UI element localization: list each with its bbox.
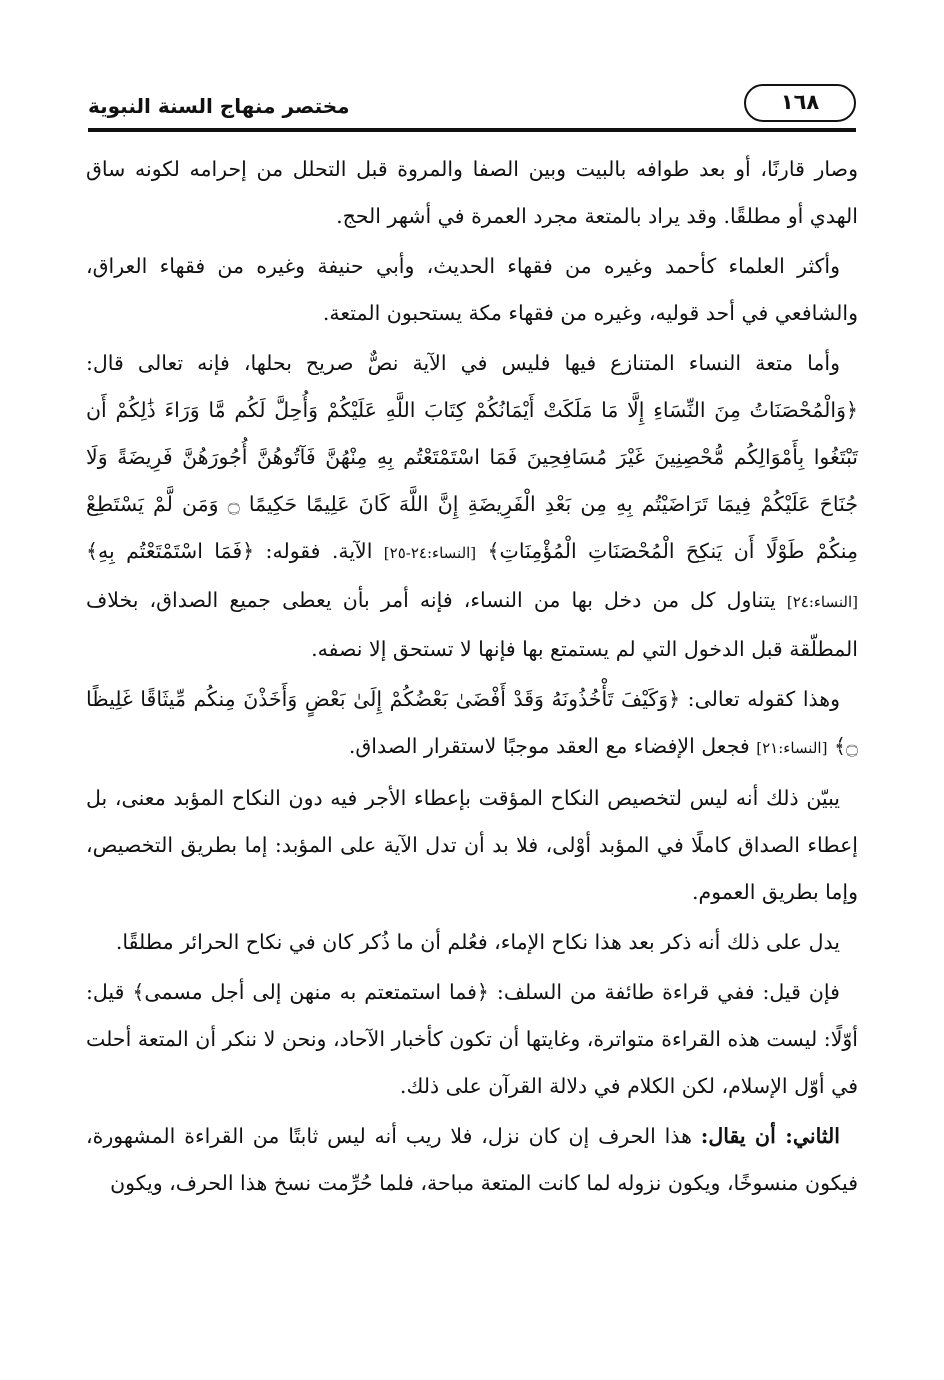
paragraph-8 (86, 1113, 858, 1207)
paragraph-3-intro: وأما متعة النساء المتنازع فيها فليس في الآية نصٌّ صريح بحلها، فإنه تعالى قال: (86, 351, 840, 375)
paragraph-4-rest: فجعل الإفضاء مع العقد موجبًا لاستقرار الصداق. (348, 734, 750, 758)
paragraph-8-rest: هذا الحرف إن كان نزل، فلا ريب أنه ليس ثابتًا من القراءة المشهورة، فيكون منسوخًا، ويكون نزوله لما كانت المتعة مباحة، فلما حُرِّمت نسخ هذا الحرف، ويكون (86, 1124, 858, 1195)
paragraph-8-lead: الثاني: أن يقال: (700, 1124, 840, 1148)
paragraph-4-intro: وهذا كقوله تعالى: (687, 687, 840, 711)
paragraph-3-rest: يتناول كل من دخل بها من النساء، فإنه أمر بأن يعطى جميع الصداق، بخلاف المطلّقة قبل الدخول التي لم يستمتع بها فإنها لا تستحق إلا نصفه. (86, 588, 858, 661)
qiraa-quote: ﴿فما استمتعتم به منهن إلى أجل مسمى﴾ (132, 980, 489, 1004)
paragraph-7 (86, 969, 858, 1110)
paragraph-7-intro: فإن قيل: ففي قراءة طائفة من السلف: (496, 980, 840, 1004)
paragraph-1: وصار قارنًا، أو بعد طوافه بالبيت وبين الصفا والمروة قبل التحلل من إحرامه لكونه ساق الهدي أو مطلقًا. وقد يراد بالمتعة مجرد العمرة في أشهر الحج. (86, 157, 858, 228)
page-number: ١٦٨ (744, 84, 856, 122)
page-body (86, 146, 858, 1210)
quran-verse-nisa-21: ﴿وَكَيْفَ تَأْخُذُونَهُ وَقَدْ أَفْضَىٰ بَعْضُكُمْ إِلَىٰ بَعْضٍ وَأَخَذْنَ مِنكُم مِّيثَاقًا غَلِيظًا ۝﴾ (86, 687, 858, 758)
quran-verse-nisa-24-25: ﴿وَالْمُحْصَنَاتُ مِنَ النِّسَاءِ إِلَّا مَا مَلَكَتْ أَيْمَانُكُمْ كِتَابَ اللَّهِ عَلَيْكُمْ وَأُحِلَّ لَكُم مَّا وَرَاءَ ذَٰلِكُمْ أَن تَبْتَغُوا بِأَمْوَالِكُم مُّحْصِنِينَ غَيْرَ مُسَافِحِينَ فَمَا اسْتَمْتَعْتُم بِهِ مِنْهُنَّ فَآتُوهُنَّ أُجُورَهُنَّ فَرِيضَةً وَلَا جُنَاحَ عَلَيْكُمْ فِيمَا تَرَاضَيْتُم بِهِ مِن بَعْدِ الْفَرِيضَةِ إِنَّ اللَّهَ كَانَ عَلِيمًا حَكِيمًا ۝ وَمَن لَّمْ يَسْتَطِعْ مِنكُمْ طَوْلًا أَن يَنكِحَ الْمُحْصَنَاتِ الْمُؤْمِنَاتِ﴾ (86, 398, 858, 563)
running-title: مختصر منهاج السنة النبوية (88, 94, 350, 118)
paragraph-3-mid: الآية. فقوله: (265, 539, 373, 563)
verse-reference-2: [النساء:٢٤] (786, 593, 858, 611)
verse-reference: [النساء:٢٤-٢٥] (383, 544, 477, 562)
verse-reference-3: [النساء:٢١] (756, 739, 828, 757)
paragraph-2: وأكثر العلماء كأحمد وغيره من فقهاء الحديث، وأبي حنيفة وغيره من فقهاء العراق، والشافعي في أحد قوليه، وغيره من فقهاء مكة يستحبون المتعة. (86, 254, 858, 325)
header-rule (88, 128, 856, 132)
paragraph-5: يبيّن ذلك أنه ليس لتخصيص النكاح المؤقت بإعطاء الأجر فيه دون النكاح المؤبد معنى، بل إعطاء الصداق كاملًا في المؤبد أوْلى، فلا بد أن تدل الآية على المؤبد: إما بطريق التخصيص، وإما بطريق العموم. (86, 786, 858, 904)
paragraph-6: يدل على ذلك أنه ذكر بعد هذا نكاح الإماء، فعُلم أن ما ذُكر كان في نكاح الحرائر مطلقًا. (115, 930, 840, 954)
quran-quote: ﴿فَمَا اسْتَمْتَعْتُم بِهِ﴾ (86, 539, 255, 563)
paragraph-4 (86, 676, 858, 772)
paragraph-3 (86, 340, 858, 673)
page-header (88, 80, 856, 132)
paragraph-7-rest: قيل: أوّلًا: ليست هذه القراءة متواترة، وغايتها أن تكون كأخبار الآحاد، ونحن لا ننكر أن المتعة أحلت في أوّل الإسلام، لكن الكلام في دلالة القرآن على ذلك. (86, 980, 858, 1098)
